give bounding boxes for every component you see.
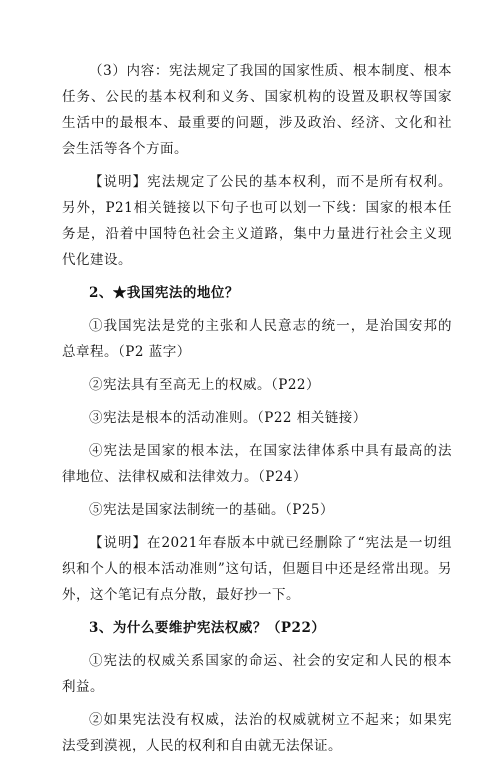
list-item-authority-1: ①宪法的权威关系国家的命运、社会的安定和人民的根本利益。 xyxy=(62,653,452,695)
list-item-status-3: ③宪法是根本的活动准则。（P22 相关链接） xyxy=(89,410,367,426)
list-item-status-1: ①我国宪法是党的主张和人民意志的统一，是治国安邦的总章程。（P2 蓝字） xyxy=(62,318,452,360)
list-item-status-2: ②宪法具有至高无上的权威。（P22） xyxy=(89,377,321,393)
list-item-authority-2: ②如果宪法没有权威，法治的权威就树立不起来；如果宪法受到漠视，人民的权利和自由就无法保证。 xyxy=(62,712,452,754)
heading-maintain-authority: 3、为什么要维护宪法权威？（P22） xyxy=(89,620,326,636)
paragraph-note-rights: 【说明】宪法规定了公民的基本权利，而不是所有权利。另外，P21相关链接以下句子也可以划一下线：国家的根本任务是，沿着中国特色社会主义道路，集中力量进行社会主义现代化建设。 xyxy=(62,174,452,268)
paragraph-note-version: 【说明】在2021年春版本中就已经删除了“宪法是一切组织和个人的根本活动准则”这句话，但题目中还是经常出现。另外，这个笔记有点分散，最好抄一下。 xyxy=(62,535,452,603)
list-item-status-5: ⑤宪法是国家法制统一的基础。（P25） xyxy=(89,502,335,518)
list-item-status-4: ④宪法是国家的根本法，在国家法律体系中具有最高的法律地位、法律权威和法律效力。（P24） xyxy=(62,443,452,485)
heading-constitution-status: 2、★我国宪法的地位？ xyxy=(89,285,239,301)
document-page xyxy=(62,58,452,766)
paragraph-content-definition: （3）内容：宪法规定了我国的国家性质、根本制度、根本任务、公民的基本权利和义务、国家机构的设置及职权等国家生活中的最根本、最重要的问题，涉及政治、经济、文化和社会生活等各个方面。 xyxy=(62,63,452,157)
